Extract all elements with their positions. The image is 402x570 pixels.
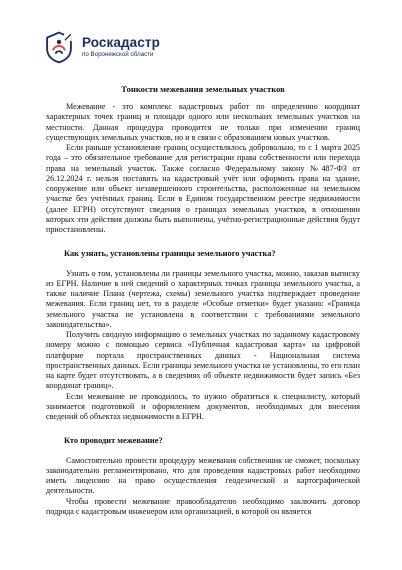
- section1-paragraph-1: Узнать о том, установлены ли границы земельного участка, можно, заказав выписку из ЕГРН. Наличие в ней сведений о характерных точках границы земельного участка, а также наличие Плана (чертежа, схемы) земельного участка подтверждает проведение межевания. Если границ нет, то в разделе «Особые отметки» будет указано: «Граница земельного участка не установлена в соответствии с требованиями земельного законодательства».: [46, 268, 360, 329]
- brand-text: [82, 36, 160, 59]
- section1-paragraph-3: Если межевание не проводилось, то нужно обратиться к специалисту, который занимается подготовкой и оформлением документов, необходимых для внесения сведений об объектах недвижимости в ЕГРН.: [46, 391, 360, 421]
- header: [42, 30, 160, 64]
- intro-paragraph-2: Если раньше установление границ осуществлялось добровольно, то с 1 марта 2025 года – это обязательное требование для регистрации права собственности или перехода права на земельный участок. Также согласно Федеральному закону №487-ФЗ от 26.12.2024 г. нельзя поставить на кадастровый учёт или оформить права на здание, сооружение или объект незавершенного строительства, расположенные на земельном участке без учтённых границ. Если в Едином государственном реестре недвижимости (далее ЕГРН) отсутствуют сведения о границах земельных участков, в отношении которых эти действия должны быть выполнены, учётно-регистрационные действия будут приостановлены.: [46, 143, 360, 234]
- rosreestr-emblem-icon: [42, 30, 76, 64]
- section-heading-who: Кто проводит межевание?: [64, 436, 163, 446]
- article-title: Тонкости межевания земельных участков: [121, 84, 285, 94]
- intro-paragraph-1: Межевание - это комплекс кадастровых работ по определению координат характерных точек границ и площади одного или нескольких земельных участков на местности. Данная процедура проводится не только при изменении границ существующих земельных участков, но и в связи с образованием новых участков.: [46, 102, 360, 142]
- brand-subtitle: по Воронежской области: [82, 50, 154, 58]
- article: [46, 84, 360, 517]
- section2-paragraph-1: Самостоятельно провести процедуру межевания собственник не сможет, поскольку законодательно регламентировано, что для проведения кадастровых работ необходимо иметь лицензию на право осуществления геодезической и картографической деятельности.: [46, 455, 360, 496]
- section1-paragraph-2: Получить сводную информацию о земельных участках по заданному кадастровому номеру можно с помощью сервиса «Публичная кадастровая карта» на цифровой платформе портала пространственных данных - Национальная система пространственных данных. Если границы земельного участка не установлены, то его план на карте будет отсутствовать, а в сведениях об объекте недвижимости будет запись «Без координат границ».: [46, 330, 360, 391]
- section-heading-borders: Как узнать, установлены границы земельного участка?: [64, 249, 276, 259]
- brand-name: Роскадастр: [82, 34, 160, 50]
- section2-paragraph-2: Чтобы провести межевание правообладателю необходимо заключить договор подряда с кадастровым инженером или организацией, в которой он является: [46, 496, 360, 516]
